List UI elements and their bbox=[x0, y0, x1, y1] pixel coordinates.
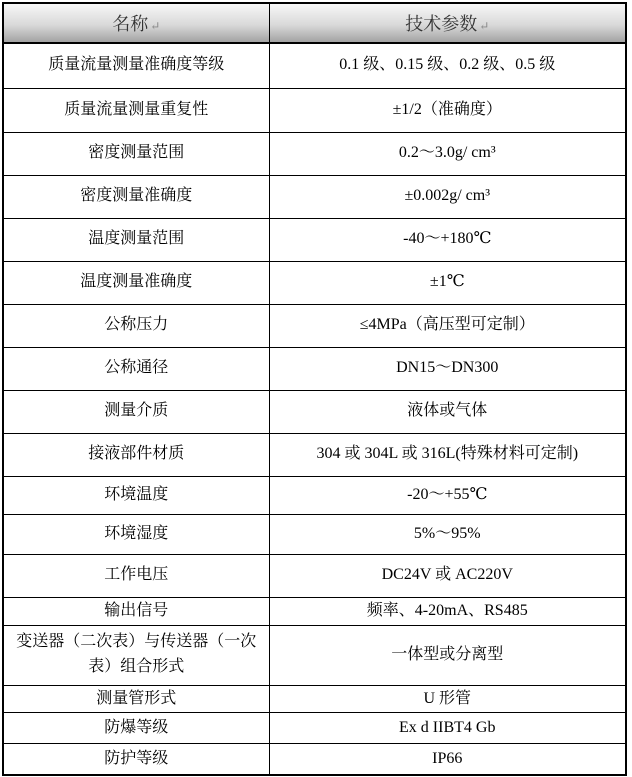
paragraph-return-icon: ↵ bbox=[479, 19, 490, 33]
param-name-cell: 密度测量准确度 bbox=[3, 175, 269, 218]
table-row bbox=[3, 744, 626, 775]
param-value-cell: DC24V 或 AC220V bbox=[269, 554, 626, 597]
param-name-cell: 温度测量范围 bbox=[3, 218, 269, 261]
table-row bbox=[3, 43, 626, 88]
param-value-cell: -20～+55℃ bbox=[269, 476, 626, 514]
param-value-cell: 304 或 304L 或 316L(特殊材料可定制) bbox=[269, 433, 626, 476]
table-body bbox=[3, 43, 626, 775]
table-row bbox=[3, 132, 626, 175]
param-value-cell: 频率、4-20mA、RS485 bbox=[269, 597, 626, 625]
param-value-cell: ±1/2（准确度） bbox=[269, 88, 626, 132]
table-row bbox=[3, 218, 626, 261]
table-row bbox=[3, 713, 626, 744]
param-name-cell: 输出信号 bbox=[3, 597, 269, 625]
table-row bbox=[3, 433, 626, 476]
table-row bbox=[3, 685, 626, 713]
param-name-cell: 环境温度 bbox=[3, 476, 269, 514]
param-name-cell: 测量管形式 bbox=[3, 685, 269, 713]
param-value-cell: IP66 bbox=[269, 744, 626, 775]
param-name-cell: 质量流量测量准确度等级 bbox=[3, 43, 269, 88]
table-row bbox=[3, 390, 626, 433]
table-row bbox=[3, 304, 626, 347]
table-row bbox=[3, 514, 626, 554]
header-cell-value bbox=[269, 3, 626, 43]
header-value-label: 技术参数 bbox=[405, 14, 478, 34]
table-row bbox=[3, 554, 626, 597]
param-name-cell: 公称通径 bbox=[3, 347, 269, 390]
param-name-cell: 工作电压 bbox=[3, 554, 269, 597]
param-name-cell: 测量介质 bbox=[3, 390, 269, 433]
param-value-cell: DN15～DN300 bbox=[269, 347, 626, 390]
param-name-cell: 变送器（二次表）与传送器（一次表）组合形式 bbox=[3, 625, 269, 685]
param-name-cell: 接液部件材质 bbox=[3, 433, 269, 476]
table-row bbox=[3, 175, 626, 218]
table-row bbox=[3, 476, 626, 514]
param-value-cell: 5%～95% bbox=[269, 514, 626, 554]
param-value-cell: 0.2～3.0g/ cm³ bbox=[269, 132, 626, 175]
spec-table bbox=[2, 2, 627, 776]
table-row bbox=[3, 347, 626, 390]
param-value-cell: -40～+180℃ bbox=[269, 218, 626, 261]
param-value-cell: ±1℃ bbox=[269, 261, 626, 304]
param-value-cell: ≤4MPa（高压型可定制） bbox=[269, 304, 626, 347]
header-cell-name bbox=[3, 3, 269, 43]
param-value-cell: 0.1 级、0.15 级、0.2 级、0.5 级 bbox=[269, 43, 626, 88]
table-row bbox=[3, 597, 626, 625]
param-value-cell: U 形管 bbox=[269, 685, 626, 713]
param-name-cell: 密度测量范围 bbox=[3, 132, 269, 175]
param-name-cell: 防爆等级 bbox=[3, 713, 269, 744]
param-value-cell: ±0.002g/ cm³ bbox=[269, 175, 626, 218]
param-name-cell: 公称压力 bbox=[3, 304, 269, 347]
param-name-cell: 环境湿度 bbox=[3, 514, 269, 554]
param-value-cell: Ex d IIBT4 Gb bbox=[269, 713, 626, 744]
param-value-cell: 液体或气体 bbox=[269, 390, 626, 433]
header-row bbox=[3, 3, 626, 43]
paragraph-return-icon: ↵ bbox=[150, 19, 161, 33]
param-name-cell: 温度测量准确度 bbox=[3, 261, 269, 304]
param-name-cell: 防护等级 bbox=[3, 744, 269, 775]
param-name-cell: 质量流量测量重复性 bbox=[3, 88, 269, 132]
table-row bbox=[3, 88, 626, 132]
param-value-cell: 一体型或分离型 bbox=[269, 625, 626, 685]
table-row bbox=[3, 261, 626, 304]
header-name-label: 名称 bbox=[112, 14, 149, 34]
page bbox=[0, 2, 632, 777]
table-row bbox=[3, 625, 626, 685]
